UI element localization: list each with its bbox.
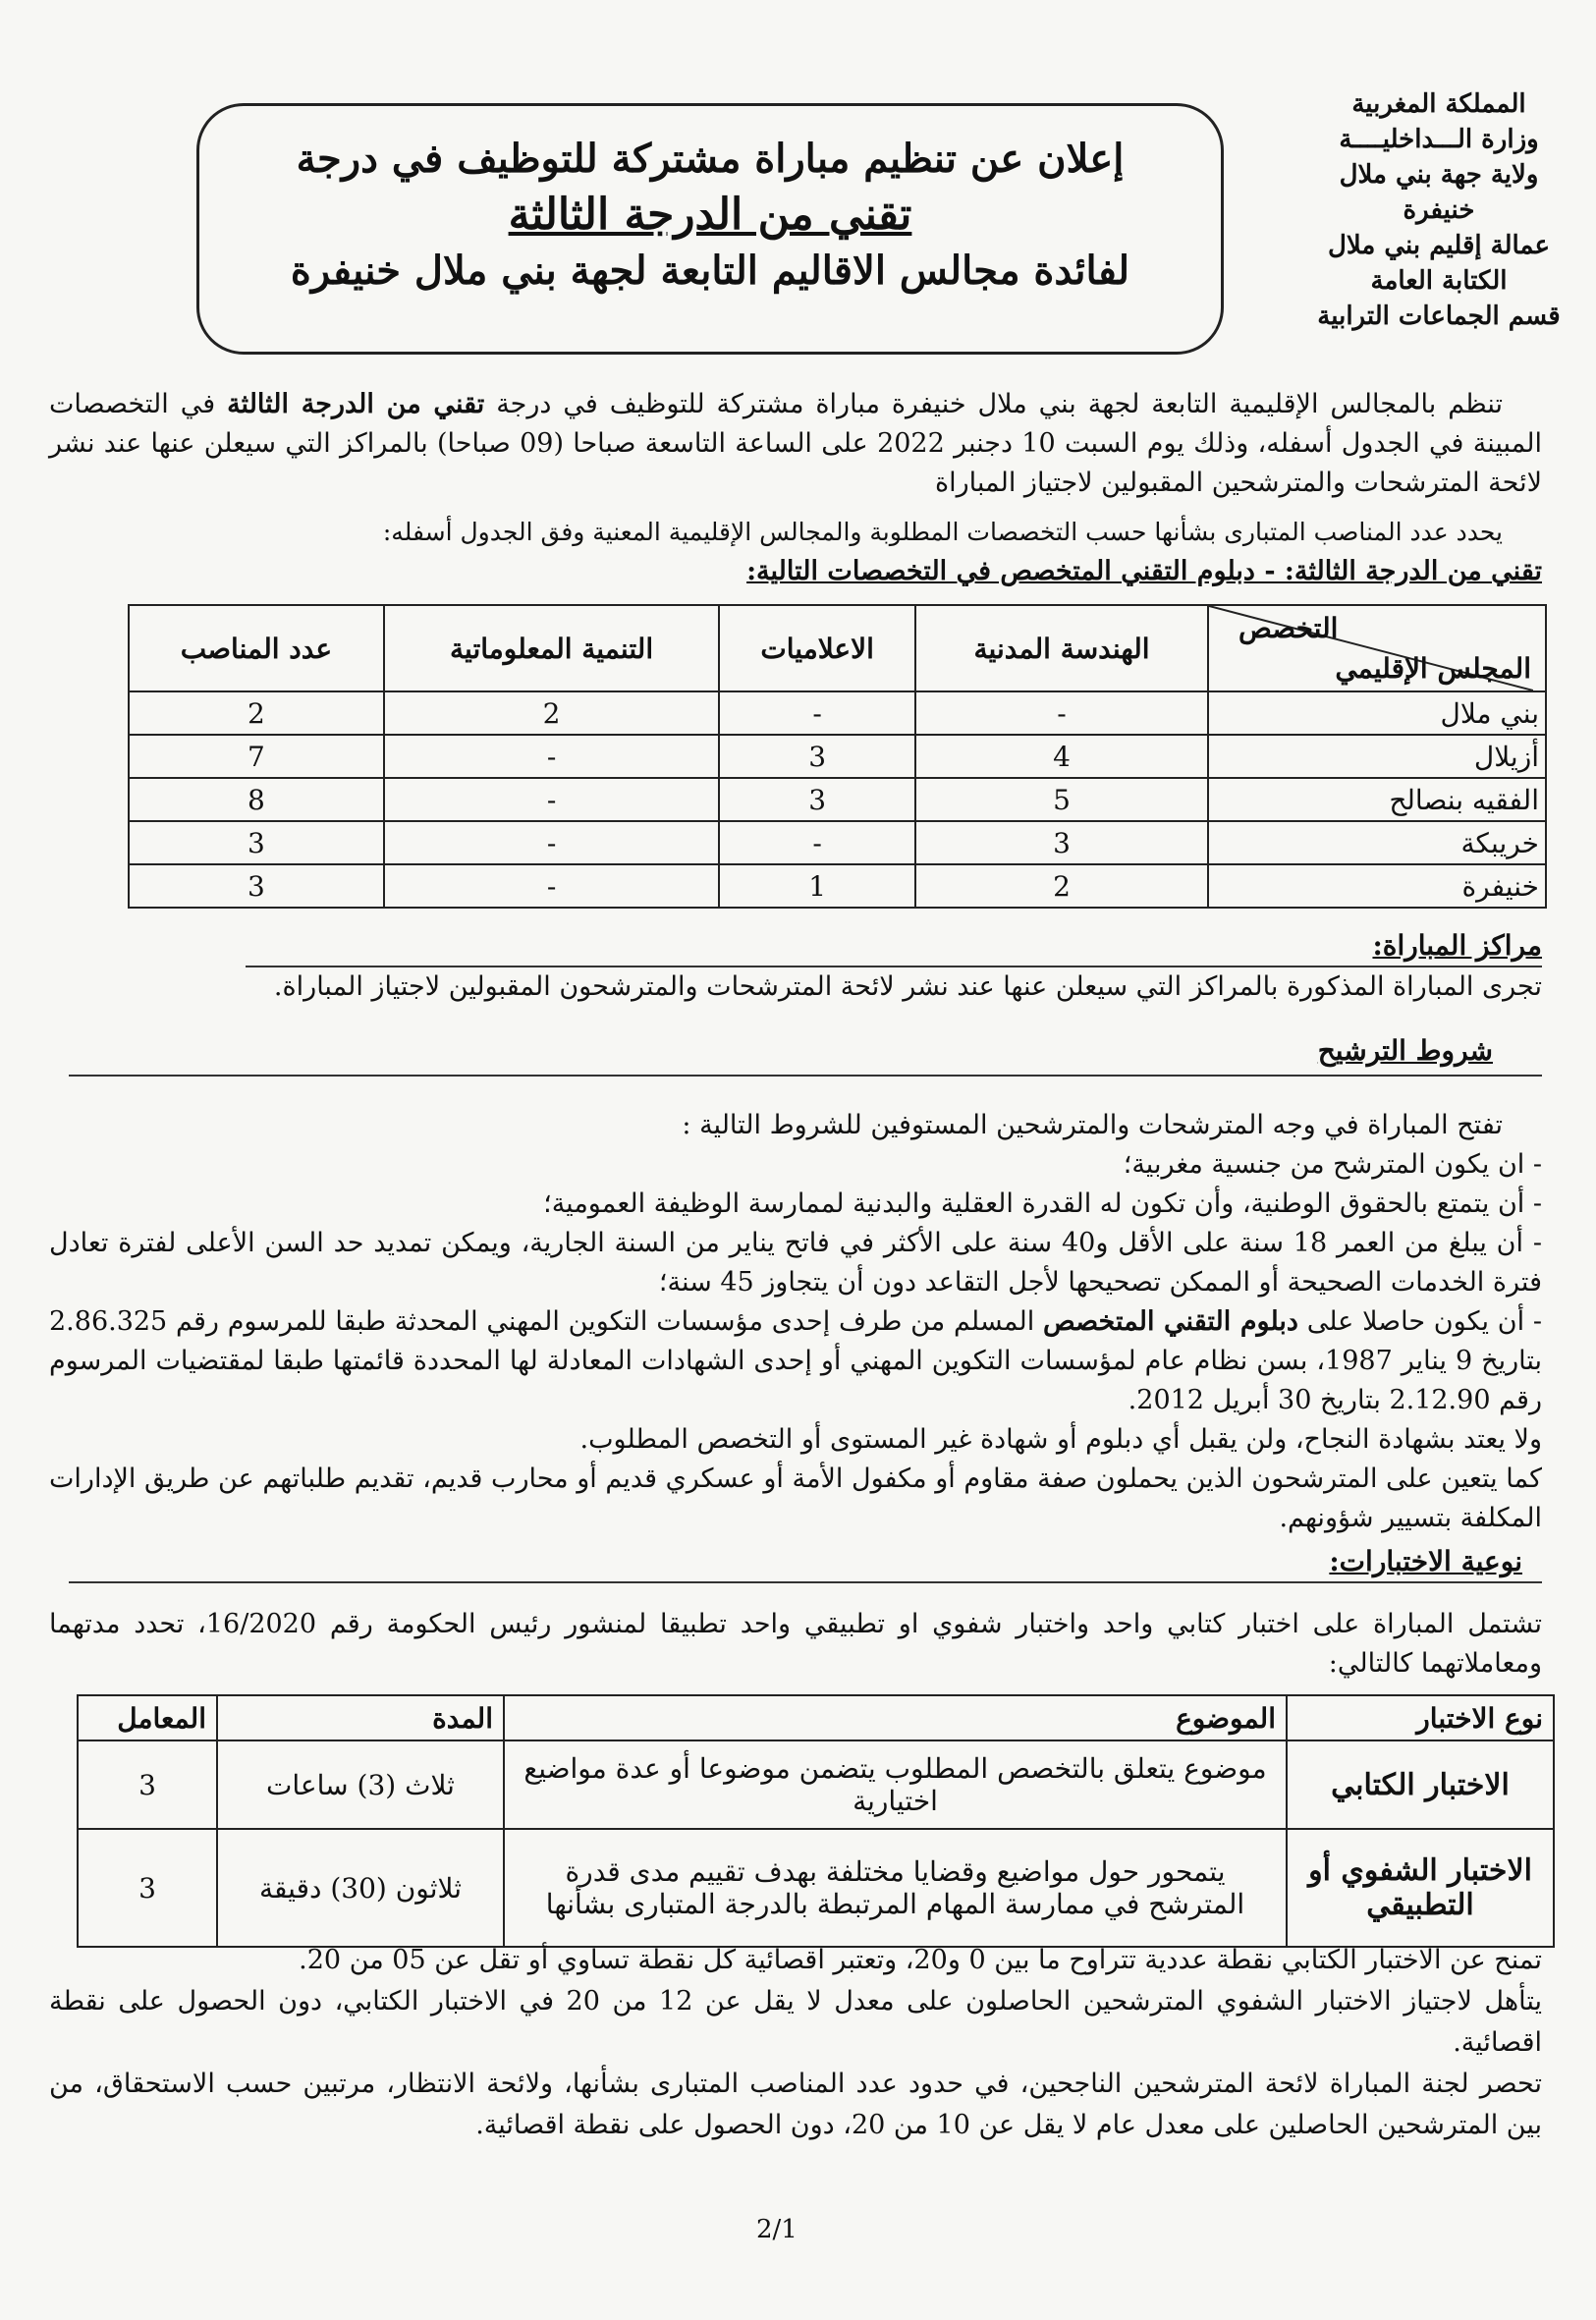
division-line: قسم الجماعات الترابية [1317, 302, 1561, 331]
title-line-3: لفائدة مجالس الاقاليم التابعة لجهة بني ملال خنيفرة [290, 248, 1130, 294]
grading-paragraph: تحصر لجنة المباراة لائحة المترشحين الناجحين، في حدود عدد المناصب المتبارى بشأنها، ولائحة الانتظار، مرتبين حسب الاستحقاق، من بين المترشحين الحاصلين على معدل عام لا يقل عن 10 من 20، دون الحصول على نقطة اقصائية. [49, 2069, 1542, 2140]
test-duration: ثلاث (3) ساعات [217, 1740, 504, 1829]
table-cell: - [719, 691, 915, 735]
table-cell: - [384, 735, 719, 778]
table-row [78, 1740, 1554, 1829]
posts-paragraph [49, 513, 1542, 552]
diploma-text-b: المسلم من طرف إحدى مؤسسات التكوين المهني المحدثة طبقا للمرسوم رقم 2.86.325 بتاريخ 9 يناير 1987، بسن نظام عام لمؤسسات التكوين المهني أو إحدى الشهادات المعادلة لها المحددة قائمتها طبقا لمقتضيات المرسوم رقم 2.12.90 بتاريخ 30 أبريل 2012. [49, 1306, 1543, 1415]
divider [69, 1581, 1542, 1583]
header-subject: الموضوع [504, 1695, 1287, 1740]
test-type: الاختبار الشفوي أو التطبيقي [1287, 1829, 1554, 1947]
corner-cell [1208, 605, 1546, 691]
header-dev-info: التنمية المعلوماتية [384, 605, 719, 691]
condition-item-diploma [49, 1302, 1542, 1420]
tests-heading: نوعية الاختبارات: [1329, 1545, 1522, 1577]
wilaya-line: ولاية جهة بني ملال خنيفرة [1339, 160, 1539, 225]
council-name: الفقيه بنصالح [1208, 778, 1546, 821]
table-row [129, 778, 1546, 821]
intro-paragraph [49, 385, 1542, 503]
corner-top-label: التخصص [1238, 612, 1339, 644]
posts-text: يحدد عدد المناصب المتبارى بشأنها حسب التخصصات المطلوبة والمجالس الإقليمية المعنية وفق الجدول أسفله: [382, 518, 1503, 546]
condition-note: ولا يعتد بشهادة النجاح، ولن يقبل أي دبلوم أو شهادة غير المستوى أو التخصص المطلوب. [579, 1424, 1542, 1455]
page-number: 2/1 [756, 2215, 798, 2244]
grading-section [49, 1940, 1542, 2146]
test-type: الاختبار الكتابي [1287, 1740, 1554, 1829]
tests-section [49, 1542, 1542, 1684]
table-cell: 2 [129, 691, 384, 735]
secretariat-line: الكتابة العامة [1370, 266, 1508, 296]
header-post-count: عدد المناصب [129, 605, 384, 691]
intro-text-b: في التخصصات المبينة في الجدول أسفله، وذلك يوم السبت 10 دجنبر 2022 على الساعة التاسعة صباحا (09 صباحا) بالمراكز التي سيعلن عنها عند نشر لائحة المترشحات والمترشحين المقبولين لاجتياز المباراة [49, 389, 1542, 498]
centers-section [49, 926, 1542, 1007]
diploma-text-a: - أن يكون حاصلا على [1297, 1306, 1542, 1337]
tests-table [77, 1694, 1555, 1948]
table-cell: 4 [915, 735, 1208, 778]
condition-item: - أن يبلغ من العمر 18 سنة على الأقل و40 سنة على الأكثر في فاتح يناير من السنة الجارية، ويمكن تمديد حد السن الأعلى لفترة تعادل فترة الخدمات الصحيحة أو الممكن تصحيحها لأجل التقاعد دون أن يتجاوز 45 سنة؛ [49, 1228, 1542, 1298]
announcement-title-box [196, 103, 1224, 355]
table-cell: 2 [384, 691, 719, 735]
table-row [78, 1829, 1554, 1947]
title-line-2: تقني من الدرجة الثالثة [508, 190, 912, 240]
table-cell: 3 [719, 778, 915, 821]
table-row [129, 864, 1546, 908]
centers-text: تجرى المباراة المذكورة بالمراكز التي سيعلن عنها عند نشر لائحة المترشحات والمترشحون المقبولين لاجتياز المباراة. [273, 971, 1542, 1002]
test-duration: ثلاثون (30) دقيقة [217, 1829, 504, 1947]
grading-paragraph: تمنح عن الاختبار الكتابي نقطة عددية تتراوح ما بين 0 و20، وتعتبر اقصائية كل نقطة تساوي أو تقل عن 05 من 20. [299, 1945, 1542, 1975]
title-line-1: إعلان عن تنظيم مباراة مشتركة للتوظيف في درجة [296, 136, 1125, 182]
condition-item: - ان يكون المترشح من جنسية مغربية؛ [1123, 1149, 1542, 1180]
table-cell: - [915, 691, 1208, 735]
tests-table-header [78, 1695, 1554, 1740]
council-name: خنيفرة [1208, 864, 1546, 908]
test-coefficient: 3 [78, 1829, 217, 1947]
condition-note: كما يتعين على المترشحون الذين يحملون صفة مقاوم أو مكفول الأمة أو عسكري قديم أو محارب قديم، تقديم طلباتهم عن طريق الإدارات المكلفة بتسيير شؤونهم. [49, 1464, 1542, 1533]
corner-bottom-label: المجلس الإقليمي [1335, 652, 1531, 685]
header-test-type: نوع الاختبار [1287, 1695, 1554, 1740]
conditions-section [49, 1031, 1542, 1538]
diploma-bold: دبلوم التقني المتخصص [1043, 1306, 1298, 1337]
table-row [129, 735, 1546, 778]
council-name: أزيلال [1208, 735, 1546, 778]
header-coefficient: المعامل [78, 1695, 217, 1740]
table-cell: - [384, 821, 719, 864]
header-duration: المدة [217, 1695, 504, 1740]
table-cell: 5 [915, 778, 1208, 821]
table-row [129, 691, 1546, 735]
province-line: عمالة إقليم بني ملال [1328, 231, 1550, 260]
table-cell: 3 [129, 864, 384, 908]
test-subject: موضوع يتعلق بالتخصص المطلوب يتضمن موضوعا أو عدة مواضيع اختيارية [504, 1740, 1287, 1829]
header-it: الاعلاميات [719, 605, 915, 691]
grade-line: تقني من الدرجة الثالثة: - دبلوم التقني المتخصص في التخصصات التالية: [746, 556, 1542, 586]
conditions-intro: تفتح المباراة في وجه المترشحات والمترشحين المستوفين للشروط التالية : [682, 1110, 1503, 1140]
posts-table-header [129, 605, 1546, 691]
table-cell: 2 [915, 864, 1208, 908]
test-subject: يتمحور حول مواضيع وقضايا مختلفة بهدف تقييم مدى قدرة المترشح في ممارسة المهام المرتبطة بالدرجة المتبارى بشأنها [504, 1829, 1287, 1947]
divider [69, 1075, 1542, 1077]
test-coefficient: 3 [78, 1740, 217, 1829]
intro-grade-bold: تقني من الدرجة الثالثة [227, 389, 485, 419]
council-name: بني ملال [1208, 691, 1546, 735]
conditions-heading: شروط الترشيح [1317, 1034, 1493, 1067]
table-cell: 1 [719, 864, 915, 908]
condition-item: - أن يتمتع بالحقوق الوطنية، وأن تكون له القدرة العقلية والبدنية لممارسة الوظيفة العمومية؛ [543, 1188, 1542, 1219]
tests-intro: تشتمل المباراة على اختبار كتابي واحد واختبار شفوي او تطبيقي واحد تطبيقا لمنشور رئيس الحكومة رقم 16/2020، تحدد مدتهما ومعاملاتهما كالتالي: [49, 1609, 1542, 1679]
table-cell: 3 [719, 735, 915, 778]
table-row [129, 821, 1546, 864]
table-cell: - [719, 821, 915, 864]
intro-text-a: تنظم بالمجالس الإقليمية التابعة لجهة بني ملال خنيفرة مباراة مشتركة للتوظيف في درجة [484, 389, 1503, 419]
table-cell: 8 [129, 778, 384, 821]
table-cell: 7 [129, 735, 384, 778]
ministry-line: وزارة الـــداخليــــة [1339, 125, 1539, 154]
issuer-header [1311, 86, 1567, 334]
header-civil-engineering: الهندسة المدنية [915, 605, 1208, 691]
council-name: خريبكة [1208, 821, 1546, 864]
kingdom-line: المملكة المغربية [1351, 89, 1526, 119]
table-cell: - [384, 778, 719, 821]
grading-paragraph: يتأهل لاجتياز الاختبار الشفوي المترشحين الحاصلون على معدل لا يقل عن 12 من 20 في الاختبار الكتابي، دون الحصول على نقطة اقصائية. [49, 1986, 1543, 2058]
posts-table [128, 604, 1547, 909]
table-cell: 3 [915, 821, 1208, 864]
table-cell: 3 [129, 821, 384, 864]
centers-heading: مراكز المباراة: [1372, 929, 1542, 962]
table-cell: - [384, 864, 719, 908]
